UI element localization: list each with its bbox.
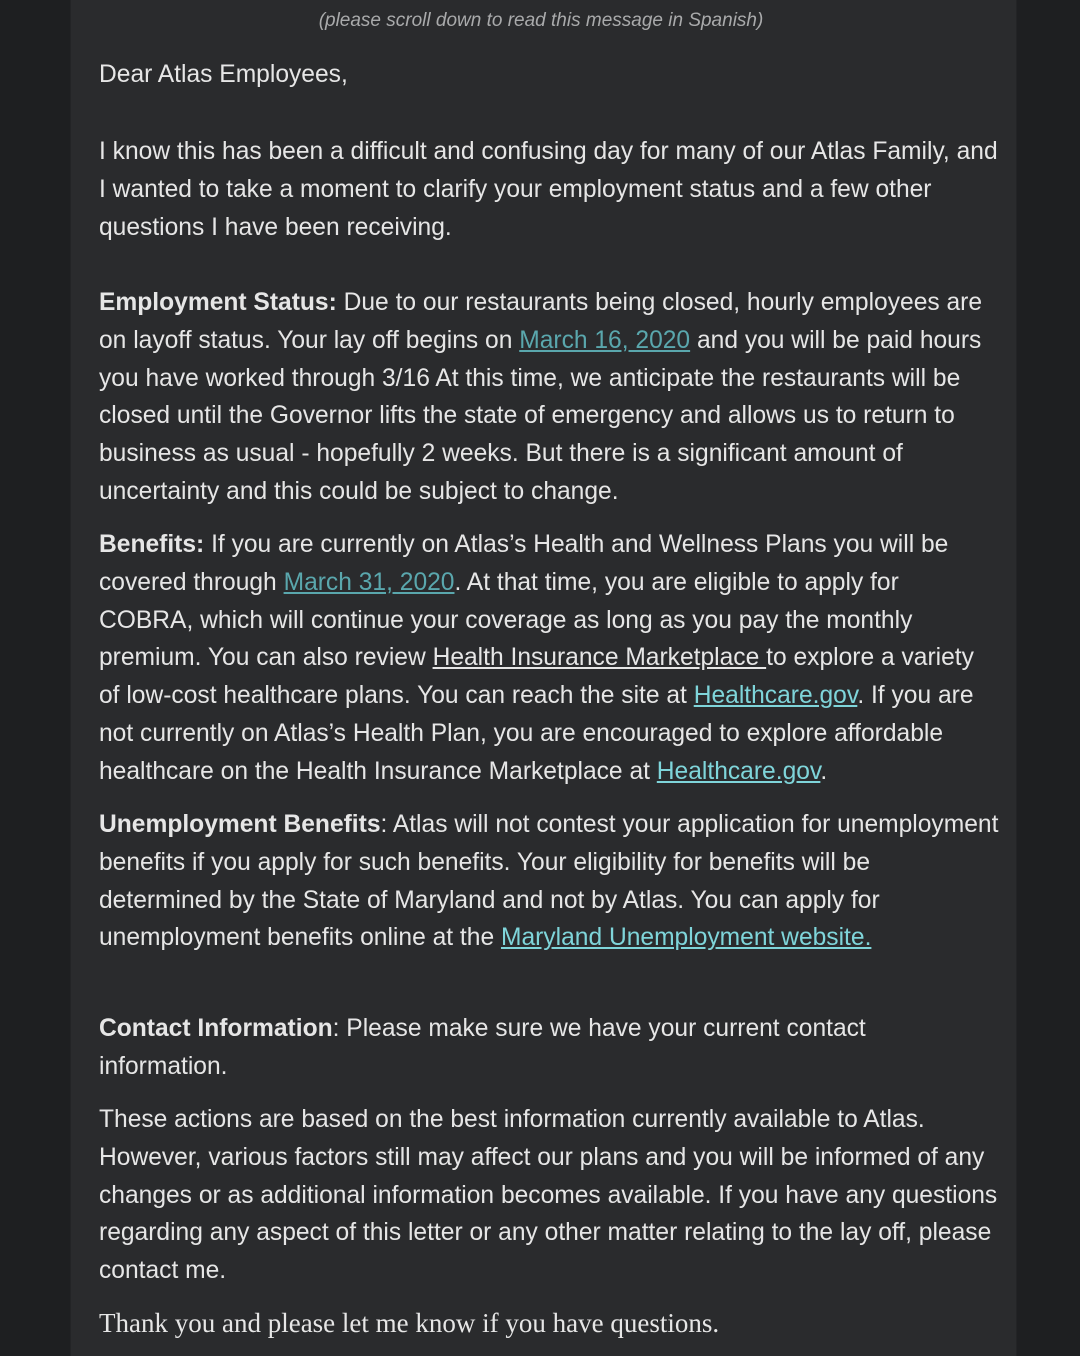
contact-label: Contact Information <box>99 1015 333 1042</box>
thanks-line: Thank you and please let me know if you have questions. <box>99 1308 720 1338</box>
benefits-text-5: . <box>820 757 828 785</box>
contact-paragraph <box>99 1010 999 1086</box>
unemployment-text-1: : Atlas will not contest your application for unemployment benefits if you apply for such benefits. Your eligibility for benefits will be determined by the State of Maryland and not by Atlas. You can apply for unemployment benefits online at the <box>99 811 999 952</box>
benefits-paragraph <box>99 526 999 791</box>
coverage-date-link[interactable]: March 31, 2020 <box>283 568 455 596</box>
benefits-text-4: . If you are not currently on Atlas’s Health Plan, you are encouraged to explore affordable healthcare on the Health Insurance Marketplace at <box>99 682 974 785</box>
closing-paragraph: These actions are based on the best information currently available to Atlas. However, various factors still may affect our plans and you will be informed of any changes or as additional information becomes available. If you have any questions regarding any aspect of this letter or any other matter relating to the lay off, please contact me. <box>99 1106 998 1285</box>
spanish-note: (please scroll down to read this message in Spanish) <box>318 10 764 31</box>
healthcare-gov-link-1[interactable]: Healthcare.gov <box>693 682 858 710</box>
unemployment-label: Unemployment Benefits <box>99 811 381 838</box>
benefits-text-1: If you are currently on Atlas’s Health and Wellness Plans you will be covered through <box>99 531 949 596</box>
benefits-text-2: . At that time, you are eligible to apply for COBRA, which will continue your coverage as long as you pay the monthly premium. You can also review <box>99 568 913 672</box>
maryland-unemployment-link[interactable]: Maryland Unemployment website. <box>500 924 872 952</box>
healthcare-gov-link-2[interactable]: Healthcare.gov <box>656 757 821 785</box>
layoff-date-link[interactable]: March 16, 2020 <box>519 326 691 354</box>
salutation: Dear Atlas Employees, <box>99 61 348 88</box>
benefits-label: Benefits: <box>99 531 205 558</box>
unemployment-paragraph <box>99 806 999 957</box>
intro-paragraph: I know this has been a difficult and confusing day for many of our Atlas Family, and I wanted to take a moment to clarify your employment status and a few other questions I have been receiving. <box>99 138 998 241</box>
contact-text: : Please make sure we have your current contact information. <box>99 1015 866 1080</box>
employment-status-text-1: Due to our restaurants being closed, hourly employees are on layoff status. Your lay off begins on <box>99 289 983 354</box>
marketplace-link[interactable]: Health Insurance Marketplace <box>432 644 767 672</box>
benefits-text-3: to explore a variety of low-cost healthcare plans. You can reach the site at <box>99 644 974 710</box>
employment-status-paragraph <box>99 284 999 511</box>
employment-status-text-2: and you will be paid hours you have worked through 3/16 At this time, we anticipate the restaurants will be closed until the Governor lifts the state of emergency and allows us to return to business as usual - hopefully 2 weeks. But there is a significant amount of uncertainty and this could be subject to change. <box>99 326 982 505</box>
employment-status-label: Employment Status: <box>99 289 337 316</box>
